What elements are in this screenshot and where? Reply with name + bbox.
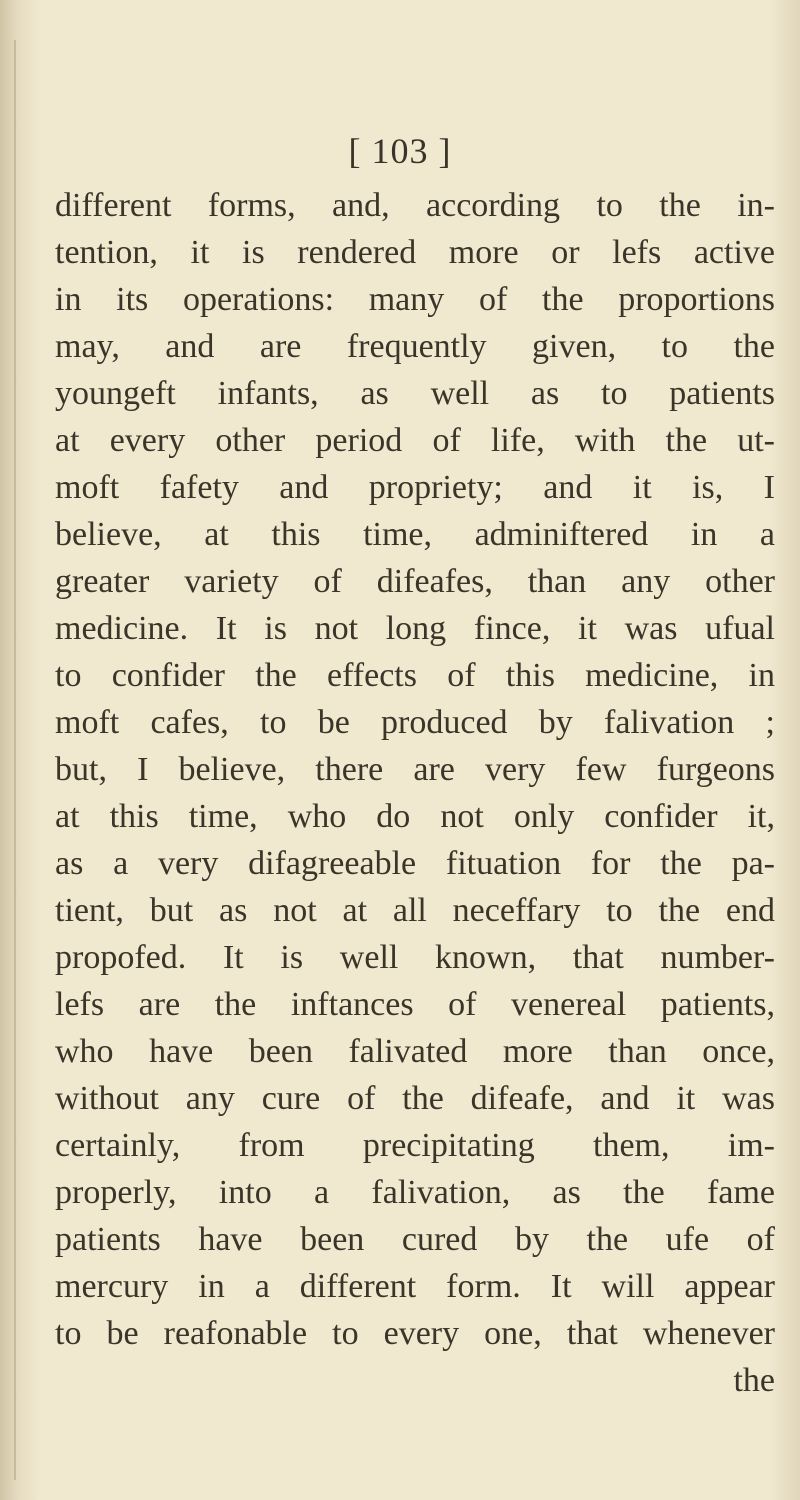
text-line: without any cure of the difeafe, and it was: [55, 1080, 775, 1117]
catchword: the: [733, 1362, 775, 1399]
text-line: different forms, and, according to the in-: [55, 187, 775, 224]
text-line: to confider the effects of this medicine, in: [55, 657, 775, 694]
body-text: [55, 182, 775, 1404]
text-line: tient, but as not at all neceffary to the end: [55, 892, 775, 929]
text-line: may, and are frequently given, to the: [55, 328, 775, 365]
text-line: at every other period of life, with the ut-: [55, 422, 775, 459]
text-line: lefs are the inftances of venereal patients,: [55, 986, 775, 1023]
text-line: propofed. It is well known, that number-: [55, 939, 775, 976]
text-line: to be reafonable to every one, that whenever: [55, 1315, 775, 1352]
text-line: youngeft infants, as well as to patients: [55, 375, 775, 412]
text-line: mercury in a different form. It will appear: [55, 1268, 775, 1305]
text-line: moft fafety and propriety; and it is, I: [55, 469, 775, 506]
text-line: at this time, who do not only confider it,: [55, 798, 775, 835]
page-number: [ 103 ]: [348, 131, 452, 171]
text-line: but, I believe, there are very few furgeons: [55, 751, 775, 788]
text-line: properly, into a falivation, as the fame: [55, 1174, 775, 1211]
text-line: believe, at this time, adminiftered in a: [55, 516, 775, 553]
text-line: greater variety of difeafes, than any other: [55, 563, 775, 600]
text-line: as a very difagreeable fituation for the pa-: [55, 845, 775, 882]
text-line: who have been falivated more than once,: [55, 1033, 775, 1070]
text-line: in its operations: many of the proportions: [55, 281, 775, 318]
text-line: patients have been cured by the ufe of: [55, 1221, 775, 1258]
text-line: medicine. It is not long fince, it was ufual: [55, 610, 775, 647]
text-line: moft cafes, to be produced by falivation ;: [55, 704, 775, 741]
page-gutter: [14, 40, 16, 1480]
text-line: tention, it is rendered more or lefs active: [55, 234, 775, 271]
text-line: certainly, from precipitating them, im-: [55, 1127, 775, 1164]
